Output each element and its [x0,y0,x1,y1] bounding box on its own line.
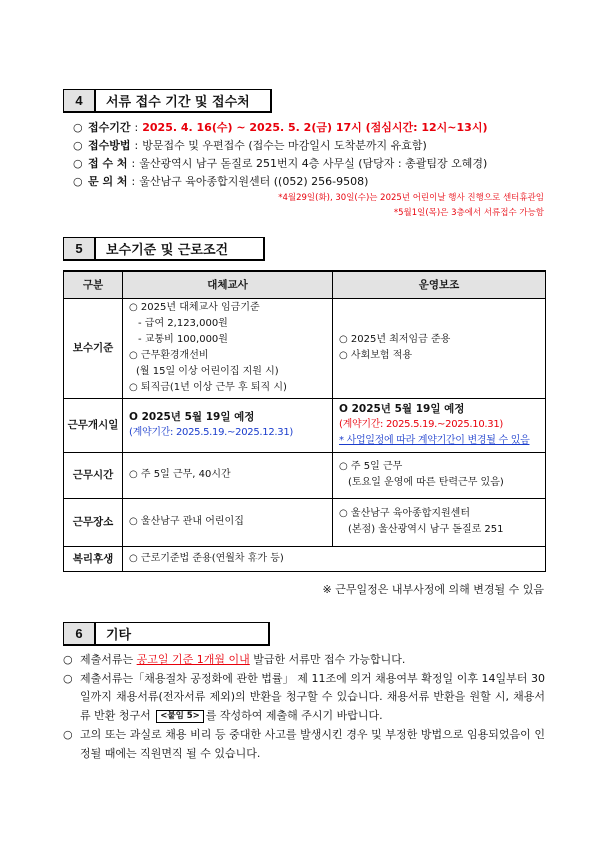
item-value: 2025. 4. 16(수) ~ 2025. 5. 2(금) 17시 (점심시간: 12시~13시) [142,121,488,134]
misc-notes-list [63,651,545,763]
cell-line: ○ 주 5일 근무 [339,461,403,472]
conditions-table [63,270,546,572]
bullet: ○ [73,121,83,134]
cell-line: (본점) 울산광역시 남구 돋질로 251 [348,524,504,535]
item-separator: : [131,157,136,170]
cell-line: ○ 근로기준법 준용(연월차 휴가 등) [129,552,284,564]
contract-period: (계약기간: 2025.5.19.~2025.12.31) [129,427,293,438]
note-closure: *4월29일(화), 30일(수)는 2025년 어린이날 행사 진행으로 센터휴관임 [278,193,544,203]
column-header-assistant: 운영보조 [333,271,546,298]
table-cell-merged [123,546,546,571]
table-cell-substitute [123,398,333,452]
schedule-change-note: * 사업일정에 따라 계약기간이 변경될 수 있음 [339,435,530,446]
cell-line: ○ 울산남구 관내 어린이집 [129,516,244,527]
bullet: ○ [63,653,73,666]
row-label: 근무장소 [64,498,123,546]
table-row [64,298,546,398]
section-number: 6 [64,623,96,644]
application-info-list [73,119,545,191]
item-text: 고의 또는 과실로 채용 비리 등 중대한 사고를 발생시킨 경우 및 부정한 방법으로 임용되었음이 인정될 때에는 직원면직 될 수 있습니다. [80,727,545,760]
section-number: 4 [64,90,96,111]
row-label: 근무시간 [64,452,123,498]
item-text: 발급한 서류만 접수 가능합니다. [249,653,406,666]
list-item-dismissal [63,726,545,763]
attachment-tag: <붙임 5> [156,710,204,723]
row-label: 보수기준 [64,298,123,398]
section-5-header [63,237,265,261]
list-item-document-validity [63,651,545,670]
column-header-category: 구분 [64,271,123,298]
table-header-row [64,271,546,298]
table-row [64,498,546,546]
list-item-application-period [73,119,545,137]
bullet: ○ [63,671,73,685]
contract-period: (계약기간: 2025.5.19.~2025.10.31) [339,419,503,430]
cell-line: ○ 사회보험 적용 [339,350,413,361]
cell-line: ○ 2025년 최저임금 준용 [339,334,451,345]
start-date: O 2025년 5월 19일 예정 [339,403,465,415]
cell-line: ○ 울산남구 육아종합지원센터 [339,508,471,519]
cell-line: ○ 주 5일 근무, 40시간 [129,469,231,480]
bullet: ○ [73,139,83,152]
table-cell-substitute [123,298,333,398]
cell-line: - 교통비 100,000원 [138,334,228,345]
table-cell-assistant [333,452,546,498]
list-item-contact [73,173,545,191]
table-row [64,546,546,571]
section-title: 서류 접수 기간 및 접수처 [106,95,250,110]
item-value: 울산남구 육아종합지원센터 ((052) 256-9508) [139,175,369,188]
item-text: 제출서류는 [80,653,137,666]
reception-notes [278,191,544,221]
row-label: 복리후생 [64,546,123,571]
table-cell-substitute [123,498,333,546]
section-6-header [63,622,270,646]
bullet: ○ [73,157,83,170]
item-label: 접수방법 [88,139,131,152]
table-row [64,452,546,498]
item-value: 방문접수 및 우편접수 (접수는 마감일시 도착분까지 유효함) [142,139,427,152]
cell-line: (토요일 운영에 따른 탄력근무 있음) [348,477,504,488]
schedule-footnote: ※ 근무일정은 내부사정에 의해 변경될 수 있음 [322,583,544,596]
section-title: 보수기준 및 근로조건 [106,243,229,258]
item-label: 문 의 처 [88,175,128,188]
cell-line: (월 15일 이상 어린이집 지원 시) [136,366,279,377]
table-cell-assistant [333,498,546,546]
cell-line: ○ 퇴직금(1년 이상 근무 후 퇴직 시) [129,382,287,393]
section-number: 5 [64,238,96,259]
item-text: 제출서류는「채용절차 공정화에 관한 법률」 제 11조에 의거 채용여부 확정일 이후 14일부터 30일까지 채용서류(전자서류 제외)의 반환을 청구할 수 있습니다. 채용서류 반환을 원할 시, 채용서류 반환 청구서 [80,671,545,723]
item-label: 접수기간 [88,121,131,134]
table-cell-assistant [333,298,546,398]
item-text: 를 작성하여 제출해 주시기 바랍니다. [205,709,383,723]
list-item-application-method [73,137,545,155]
cell-line: ○ 2025년 대체교사 임금기준 [129,302,260,313]
note-third-floor: *5월1일(목)은 3층에서 서류접수 가능함 [393,208,544,218]
item-separator: : [134,121,139,134]
section-4-header [63,89,272,113]
cell-line: ○ 근무환경개선비 [129,350,209,361]
table-cell-assistant [333,398,546,452]
section-title: 기타 [106,628,132,643]
table-cell-substitute [123,452,333,498]
item-highlight: 공고일 기준 1개월 이내 [136,653,250,666]
item-separator: : [134,139,139,152]
start-date: O 2025년 5월 19일 예정 [129,411,255,423]
row-label: 근무개시일 [64,398,123,452]
item-value: 울산광역시 남구 돋질로 251번지 4층 사무실 (담당자 : 총괄팀장 오혜경) [139,157,488,170]
bullet: ○ [63,727,73,741]
bullet: ○ [73,175,83,188]
column-header-substitute: 대체교사 [123,271,333,298]
cell-line: - 급여 2,123,000원 [138,318,228,329]
list-item-document-return [63,670,545,726]
item-label: 접 수 처 [88,157,128,170]
item-separator: : [131,175,136,188]
table-row [64,398,546,452]
list-item-application-place [73,155,545,173]
